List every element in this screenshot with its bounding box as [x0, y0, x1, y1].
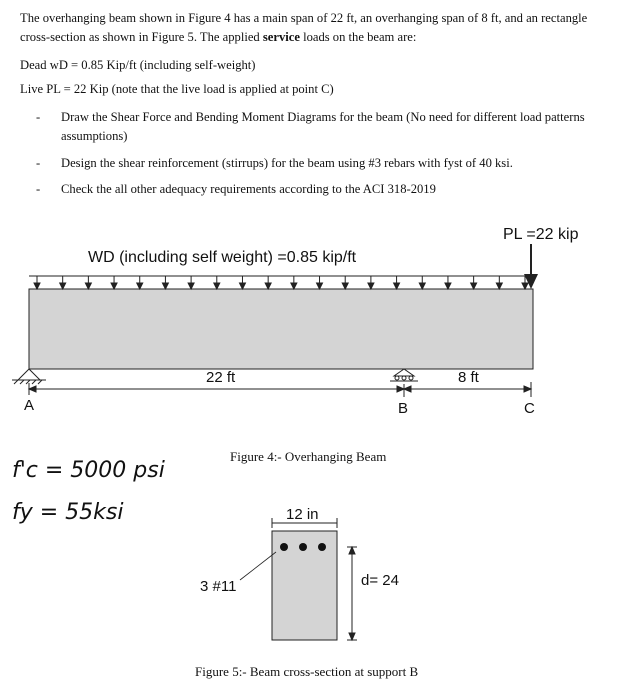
width-dimension — [272, 518, 337, 528]
udl-arrowhead — [34, 283, 40, 289]
live-load-line: Live PL = 22 Kip (note that the live load is applied at point C) — [20, 82, 334, 96]
point-load-arrow — [524, 244, 538, 289]
intro-text: The overhanging beam shown in Figure 4 has a main span of 22 ft, an overhanging span of 8 ft, and an rectangle cross-section as shown in Figure 5. The applied — [20, 11, 588, 44]
task-text: Design the shear reinforcement (stirrups) for the beam using #3 rebars with fyst of 40 ksi. — [61, 156, 513, 170]
udl-arrowhead — [137, 283, 143, 289]
bullet-dash: - — [36, 156, 41, 170]
udl-arrowhead — [265, 283, 271, 289]
udl-arrowhead — [471, 283, 477, 289]
intro-bold-service: service — [262, 30, 300, 44]
point-c-label: C — [524, 400, 535, 417]
udl-arrowhead — [445, 283, 451, 289]
udl-arrowhead — [317, 283, 323, 289]
depth-label: d= 24 — [361, 572, 399, 589]
udl-arrowhead — [342, 283, 348, 289]
pin-support-a — [12, 369, 46, 384]
udl-arrows — [34, 276, 528, 289]
udl-arrowhead — [496, 283, 502, 289]
dimension-line — [29, 382, 531, 397]
handwritten-fc: f'c = 5000 psi — [12, 458, 165, 483]
rebar-label: 3 #11 — [200, 578, 237, 595]
depth-dimension — [347, 547, 357, 640]
udl-arrowhead — [214, 283, 220, 289]
point-a-label: A — [24, 397, 35, 414]
udl-arrowhead — [162, 283, 168, 289]
udl-arrowhead — [291, 283, 297, 289]
bullet-dash: - — [36, 182, 41, 196]
udl-arrowhead — [522, 283, 528, 289]
point-b-label: B — [398, 400, 409, 417]
section-width-label: 12 in — [286, 506, 319, 523]
distributed-load-label: WD (including self weight) =0.85 kip/ft — [88, 249, 357, 266]
udl-arrowhead — [111, 283, 117, 289]
udl-arrowhead — [394, 283, 400, 289]
udl-arrowhead — [188, 283, 194, 289]
handwritten-fy: fy = 55ksi — [12, 500, 124, 525]
bullet-dash: - — [36, 110, 41, 124]
beam-body — [29, 289, 533, 369]
intro-text-end: loads on the beam are: — [299, 30, 417, 44]
udl-arrowhead — [239, 283, 245, 289]
figure5-caption: Figure 5:- Beam cross-section at support B — [195, 664, 419, 679]
figure4-caption: Figure 4:- Overhanging Beam — [230, 449, 387, 464]
udl-arrowhead — [368, 283, 374, 289]
task-text: Draw the Shear Force and Bending Moment Diagrams for the beam (No need for different load patterns assumptions) — [61, 110, 585, 143]
udl-arrowhead — [60, 283, 66, 289]
span-overhang-label: 8 ft — [458, 369, 479, 386]
udl-arrowhead — [419, 283, 425, 289]
task-text: Check the all other adequacy requirements according to the ACI 318-2019 — [61, 182, 436, 196]
udl-arrowhead — [85, 283, 91, 289]
dead-load-line: Dead wD = 0.85 Kip/ft (including self-weight) — [20, 58, 256, 72]
point-load-label: PL =22 kip — [503, 226, 579, 243]
roller-support-b — [390, 369, 418, 381]
rebar-leader — [240, 552, 276, 580]
span-main-label: 22 ft — [206, 369, 236, 386]
